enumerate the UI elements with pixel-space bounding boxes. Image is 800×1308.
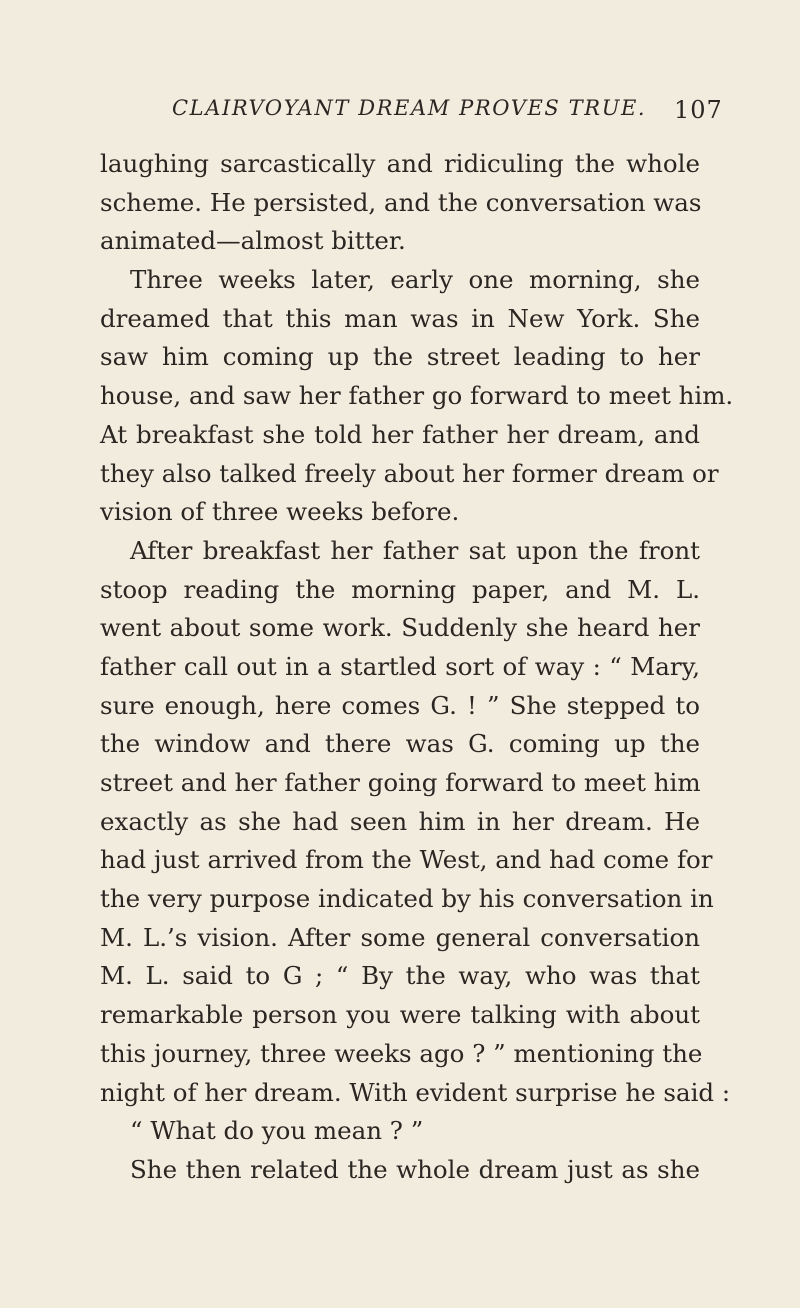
- text-line: went about some work. Suddenly she heard her: [100, 613, 700, 643]
- text-line: exactly as she had seen him in her dream. He: [100, 806, 700, 836]
- text-line: animated—almost bitter.: [100, 226, 406, 256]
- text-line: M. L. said to G ; “ By the way, who was that: [100, 961, 700, 991]
- text-line: father call out in a startled sort of way : “ Mary,: [100, 651, 700, 681]
- text-line: the very purpose indicated by his conversation in: [100, 884, 714, 914]
- running-title: CLAIRVOYANT DREAM PROVES TRUE.: [172, 96, 647, 120]
- text-line: remarkable person you were talking with about: [100, 1000, 700, 1030]
- text-line: “ What do you mean ? ”: [130, 1116, 424, 1146]
- text-line: this journey, three weeks ago ? ” mentioning the: [100, 1038, 703, 1068]
- text-line: At breakfast she told her father her dream, and: [100, 419, 700, 449]
- text-line: dreamed that this man was in New York. She: [100, 303, 700, 333]
- running-head: [172, 96, 732, 136]
- text-line: stoop reading the morning paper, and M. L.: [100, 574, 700, 604]
- text-line: She then related the whole dream just as she: [130, 1154, 700, 1184]
- text-line: sure enough, here comes G. ! ” She stepped to: [100, 690, 700, 720]
- text-line: vision of three weeks before.: [100, 497, 460, 527]
- text-line: had just arrived from the West, and had come for: [100, 845, 713, 875]
- text-line: M. L.’s vision. After some general conversation: [100, 922, 700, 952]
- text-line: laughing sarcastically and ridiculing the whole: [100, 149, 700, 178]
- text-line: After breakfast her father sat upon the front: [130, 535, 700, 565]
- body-text: [100, 145, 734, 1190]
- text-line: street and her father going forward to meet him: [100, 768, 701, 797]
- text-line: night of her dream. With evident surprise he said :: [100, 1077, 731, 1107]
- page-number: 107: [674, 96, 723, 124]
- text-line: they also talked freely about her former dream or: [100, 458, 719, 488]
- text-line: scheme. He persisted, and the conversation was: [100, 187, 702, 217]
- text-line: house, and saw her father go forward to meet him.: [100, 381, 734, 411]
- text-line: Three weeks later, early one morning, she: [130, 265, 700, 295]
- text-line: saw him coming up the street leading to her: [100, 342, 700, 372]
- text-line: the window and there was G. coming up the: [100, 729, 700, 759]
